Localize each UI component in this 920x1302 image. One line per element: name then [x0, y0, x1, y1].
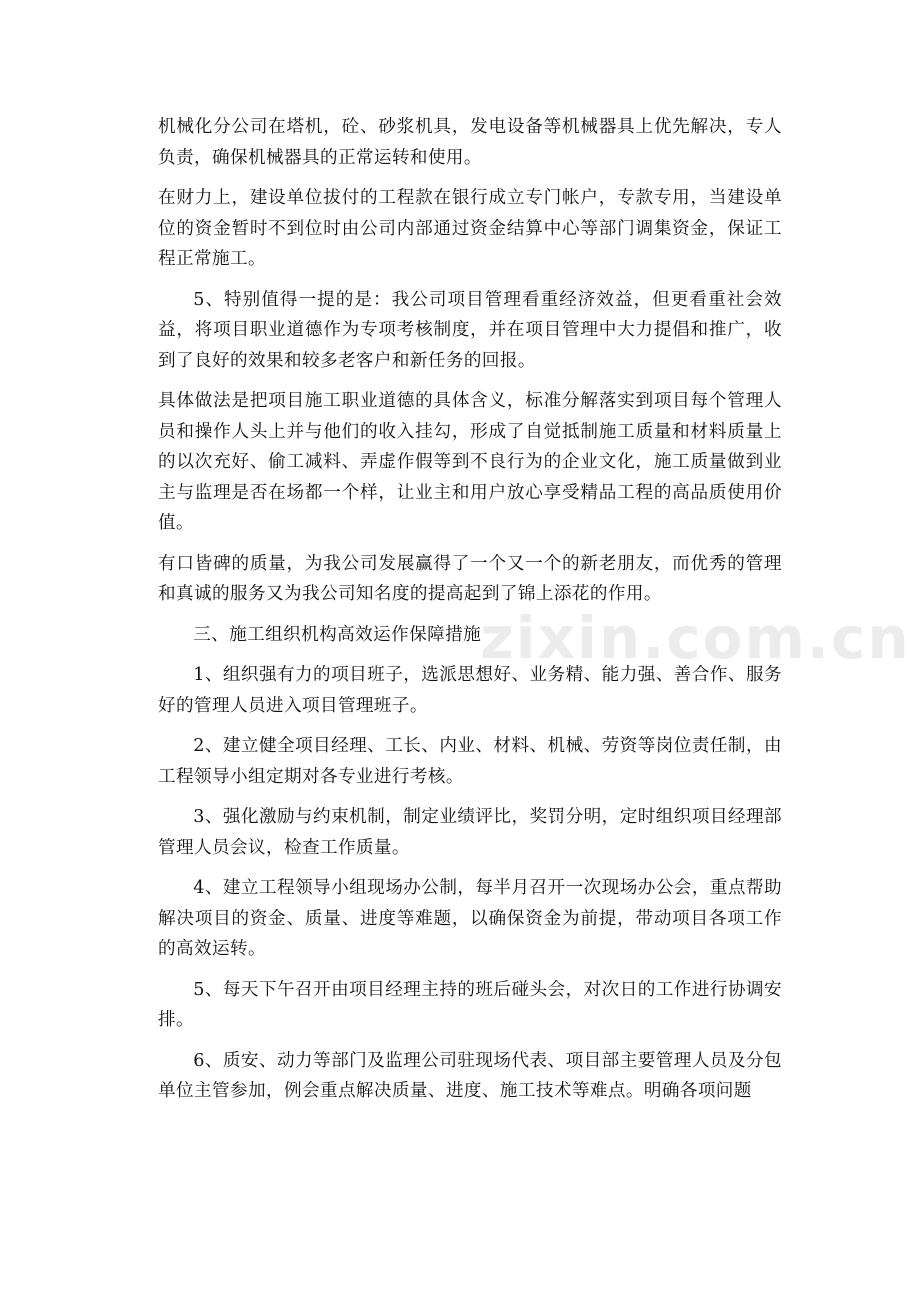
- list-item-3: 3、强化激励与约束机制，制定业绩评比，奖罚分明，定时组织项目经理部管理人员会议，检查工作质量。: [158, 807, 782, 858]
- paragraph-ethics: 5、特别值得一提的是：我公司项目管理看重经济效益，但更看重社会效益，将项目职业道德作为专项考核制度，并在项目管理中大力提倡和推广，收到了良好的效果和较多老客户和新任务的回报。: [158, 289, 782, 371]
- section-heading: 三、施工组织机构高效运作保障措施: [193, 624, 482, 645]
- list-item-4: 4、建立工程领导小组现场办公制，每半月召开一次现场办公会，重点帮助解决项目的资金、质量、进度等难题，以确保资金为前提，带动项目各项工作的高效运转。: [158, 878, 782, 959]
- list-item-5: 5、每天下午召开由项目经理主持的班后碰头会，对次日的工作进行协调安排。: [158, 979, 782, 1030]
- paragraph-practice: 具体做法是把项目施工职业道德的具体含义，标准分解落实到项目每个管理人员和操作人头上并与他们的收入挂勾，形成了自觉抵制施工质量和材料质量上的以次充好、偷工减料、弄虚作假等到不良行为的企业文化，施工质量做到业主与监理是否在场都一个样，让业主和用户放心享受精品工程的高品质使用价值。: [158, 391, 782, 533]
- list-item-6: 6、质安、动力等部门及监理公司驻现场代表、项目部主要管理人员及分包单位主管参加，例会重点解决质量、进度、施工技术等难点。明确各项问题: [158, 1050, 782, 1101]
- watermark: zixin.com.cn: [480, 604, 911, 672]
- paragraph-machinery: 机械化分公司在塔机，砼、砂浆机具，发电设备等机械器具上优先解决，专人负责，确保机械器具的正常运转和使用。: [158, 117, 782, 168]
- list-item-1: 1、组织强有力的项目班子，选派思想好、业务精、能力强、善合作、服务好的管理人员进入项目管理班子。: [158, 665, 782, 716]
- paragraph-reputation: 有口皆碑的质量，为我公司发展赢得了一个又一个的新老朋友，而优秀的管理和真诚的服务又为我公司知名度的提高起到了锦上添花的作用。: [158, 553, 782, 604]
- list-item-2: 2、建立健全项目经理、工长、内业、材料、机械、劳资等岗位责任制，由工程领导小组定期对各专业进行考核。: [158, 736, 782, 787]
- paragraph-finance: 在财力上，建设单位拔付的工程款在银行成立专门帐户，专款专用，当建设单位的资金暂时不到位时由公司内部通过资金结算中心等部门调集资金，保证工程正常施工。: [158, 188, 782, 269]
- document-body: [158, 112, 782, 1117]
